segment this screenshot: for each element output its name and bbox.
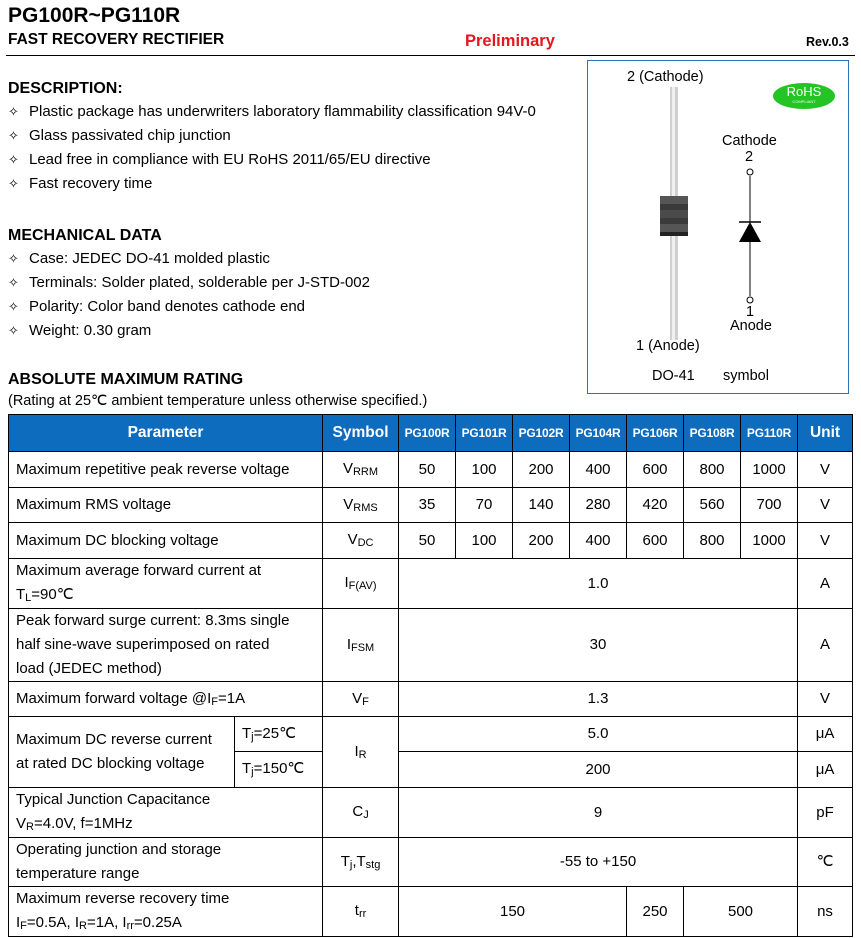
symbol-cathode-label: Cathode bbox=[722, 133, 777, 149]
param-cell: Maximum DC blocking voltage bbox=[9, 523, 323, 559]
value-cell: 1000 bbox=[741, 523, 798, 559]
value-cell: 9 bbox=[399, 788, 798, 838]
header-symbol: Symbol bbox=[323, 415, 399, 452]
rating-heading: ABSOLUTE MAXIMUM RATING bbox=[8, 371, 244, 388]
diode-drawing bbox=[587, 60, 849, 394]
header-part: PG102R bbox=[513, 415, 570, 452]
star-bullet-icon: ✧ bbox=[8, 251, 19, 266]
unit-cell: ns bbox=[798, 887, 853, 937]
symbol-cell: $I_R$ bbox=[323, 717, 399, 788]
header-unit: Unit bbox=[798, 415, 853, 452]
unit-cell: A bbox=[798, 609, 853, 682]
mechanical-heading: MECHANICAL DATA bbox=[8, 227, 162, 244]
value-cell: 1.3 bbox=[399, 682, 798, 717]
header-part: PG108R bbox=[684, 415, 741, 452]
symbol-cell: $t_{rr}$ bbox=[323, 887, 399, 937]
symbol-cell: $C_J$ bbox=[323, 788, 399, 838]
header-part: PG110R bbox=[741, 415, 798, 452]
value-cell: 70 bbox=[456, 488, 513, 523]
description-heading: DESCRIPTION: bbox=[8, 80, 123, 97]
value-cell: 200 bbox=[399, 752, 798, 788]
header-part: PG104R bbox=[570, 415, 627, 452]
value-cell: 400 bbox=[570, 523, 627, 559]
value-cell: 200 bbox=[513, 452, 570, 488]
table-row bbox=[9, 559, 853, 609]
unit-cell: μA bbox=[798, 717, 853, 752]
param-cell: Maximum DC reverse current at rated DC blocking voltage bbox=[9, 717, 235, 788]
param-cell: Maximum RMS voltage bbox=[9, 488, 323, 523]
param-cell: Maximum reverse recovery time $I_F=0.5A$, $I_R=1A$, $I_{rr}=0.25A$ bbox=[9, 887, 323, 937]
star-bullet-icon: ✧ bbox=[8, 323, 19, 338]
table-row bbox=[9, 788, 853, 838]
symbol-cell: $I_{FSM}$ bbox=[323, 609, 399, 682]
mechanical-item: ✧ Terminals: Solder plated, solderable per J-STD-002 bbox=[8, 274, 370, 291]
symbol-cell: $T_j,T_{stg}$ bbox=[323, 838, 399, 887]
star-bullet-icon: ✧ bbox=[8, 275, 19, 290]
symbol-anode-label: Anode bbox=[730, 318, 772, 334]
star-bullet-icon: ✧ bbox=[8, 299, 19, 314]
param-cell: Operating junction and storage temperature range bbox=[9, 838, 323, 887]
unit-cell: V bbox=[798, 682, 853, 717]
value-cell: 800 bbox=[684, 452, 741, 488]
value-cell: 400 bbox=[570, 452, 627, 488]
table-header-row bbox=[9, 415, 853, 452]
value-cell: 420 bbox=[627, 488, 684, 523]
page-subtitle: FAST RECOVERY RECTIFIER bbox=[8, 31, 225, 48]
description-item: ✧ Plastic package has underwriters laboratory flammability classification 94V-0 bbox=[8, 103, 536, 120]
symbol-anode-number: 1 bbox=[746, 304, 755, 320]
rating-note: (Rating at 25℃ ambient temperature unless otherwise specified.) bbox=[8, 393, 428, 409]
value-cell: 150 bbox=[399, 887, 627, 937]
mechanical-item: ✧ Case: JEDEC DO-41 molded plastic bbox=[8, 250, 270, 267]
revision-label: Rev.0.3 bbox=[806, 35, 849, 49]
value-cell: 1000 bbox=[741, 452, 798, 488]
table-row bbox=[9, 717, 853, 752]
param-cell: Maximum repetitive peak reverse voltage bbox=[9, 452, 323, 488]
table-row bbox=[9, 838, 853, 887]
param-cell: Maximum average forward current at $T_L=90℃$ bbox=[9, 559, 323, 609]
unit-cell: A bbox=[798, 559, 853, 609]
rohs-logo: RoHS COMPLIANT bbox=[773, 83, 835, 109]
symbol-cell: $V_{DC}$ bbox=[323, 523, 399, 559]
unit-cell: μA bbox=[798, 752, 853, 788]
table-row bbox=[9, 523, 853, 559]
symbol-label: symbol bbox=[723, 368, 769, 384]
condition-cell: $T_j=150℃$ bbox=[235, 752, 323, 788]
table-row bbox=[9, 452, 853, 488]
value-cell: 100 bbox=[456, 523, 513, 559]
star-bullet-icon: ✧ bbox=[8, 128, 19, 143]
value-cell: 700 bbox=[741, 488, 798, 523]
value-cell: 800 bbox=[684, 523, 741, 559]
table-row bbox=[9, 682, 853, 717]
table-row bbox=[9, 887, 853, 937]
value-cell: 500 bbox=[684, 887, 798, 937]
symbol-cell: $V_F$ bbox=[323, 682, 399, 717]
param-cell: Maximum forward voltage $@I_F=1A$ bbox=[9, 682, 323, 717]
value-cell: 600 bbox=[627, 523, 684, 559]
unit-cell: V bbox=[798, 488, 853, 523]
table-row bbox=[9, 488, 853, 523]
diode-symbol-icon bbox=[739, 222, 761, 242]
value-cell: -55 to +150 bbox=[399, 838, 798, 887]
symbol-cathode-number: 2 bbox=[745, 149, 754, 165]
value-cell: 100 bbox=[456, 452, 513, 488]
status-label: Preliminary bbox=[465, 32, 555, 50]
header-part: PG100R bbox=[399, 415, 456, 452]
value-cell: 280 bbox=[570, 488, 627, 523]
package-label: DO-41 bbox=[652, 368, 695, 384]
description-item: ✧ Glass passivated chip junction bbox=[8, 127, 231, 144]
value-cell: 560 bbox=[684, 488, 741, 523]
value-cell: 600 bbox=[627, 452, 684, 488]
value-cell: 50 bbox=[399, 452, 456, 488]
value-cell: 35 bbox=[399, 488, 456, 523]
unit-cell: V bbox=[798, 452, 853, 488]
star-bullet-icon: ✧ bbox=[8, 152, 19, 167]
value-cell: 200 bbox=[513, 523, 570, 559]
header-divider bbox=[6, 55, 855, 56]
condition-cell: $T_j=25℃$ bbox=[235, 717, 323, 752]
value-cell: 30 bbox=[399, 609, 798, 682]
description-item: ✧ Lead free in compliance with EU RoHS 2011/65/EU directive bbox=[8, 151, 431, 168]
anode-pin-label: 1 (Anode) bbox=[636, 338, 700, 354]
unit-cell: pF bbox=[798, 788, 853, 838]
symbol-cell: $V_{RMS}$ bbox=[323, 488, 399, 523]
param-cell: Peak forward surge current: 8.3ms single half sine-wave superimposed on rated load (JEDEC method) bbox=[9, 609, 323, 682]
value-cell: 5.0 bbox=[399, 717, 798, 752]
unit-cell: ℃ bbox=[798, 838, 853, 887]
symbol-cell: $V_{RRM}$ bbox=[323, 452, 399, 488]
page-title: PG100R~PG110R bbox=[8, 4, 181, 27]
unit-cell: V bbox=[798, 523, 853, 559]
star-bullet-icon: ✧ bbox=[8, 176, 19, 191]
value-cell: 140 bbox=[513, 488, 570, 523]
description-item: ✧ Fast recovery time bbox=[8, 175, 153, 192]
table-row bbox=[9, 609, 853, 682]
cathode-pin-label: 2 (Cathode) bbox=[627, 69, 704, 85]
header-parameter: Parameter bbox=[9, 415, 323, 452]
header-part: PG106R bbox=[627, 415, 684, 452]
rating-table bbox=[8, 414, 853, 937]
mechanical-item: ✧ Weight: 0.30 gram bbox=[8, 322, 152, 339]
value-cell: 1.0 bbox=[399, 559, 798, 609]
value-cell: 50 bbox=[399, 523, 456, 559]
mechanical-item: ✧ Polarity: Color band denotes cathode end bbox=[8, 298, 306, 315]
star-bullet-icon: ✧ bbox=[8, 104, 19, 119]
symbol-cell: $I_{F(AV)}$ bbox=[323, 559, 399, 609]
param-cell: Typical Junction Capacitance $V_R=4.0V$, f=1MHz bbox=[9, 788, 323, 838]
header-part: PG101R bbox=[456, 415, 513, 452]
value-cell: 250 bbox=[627, 887, 684, 937]
